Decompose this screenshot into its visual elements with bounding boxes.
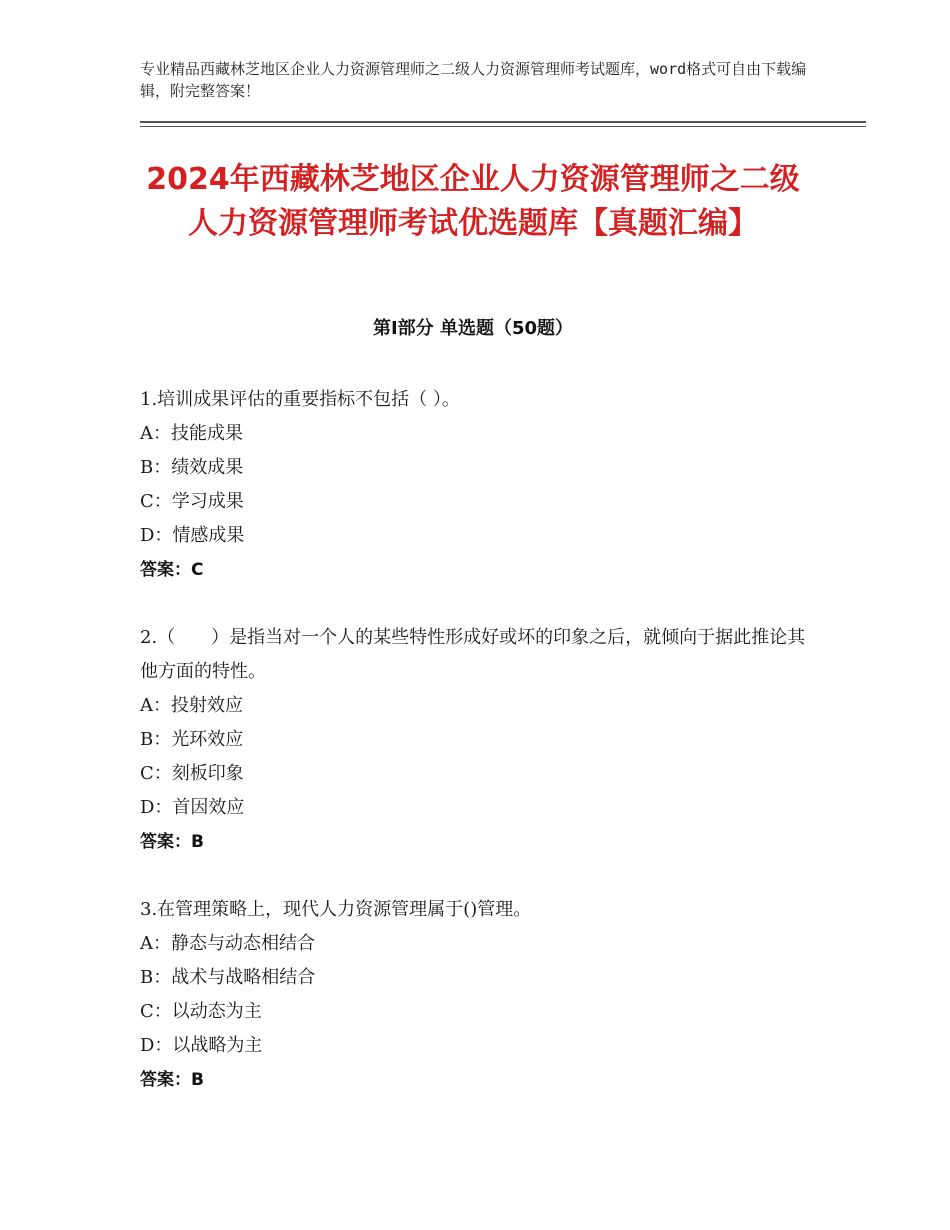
- option-b: B：绩效成果: [140, 457, 244, 478]
- question-stem: 3.在管理策略上，现代人力资源管理属于()管理。: [140, 899, 532, 920]
- question-list: [140, 383, 820, 1097]
- option-c: C：学习成果: [140, 491, 244, 512]
- answer-label: 答案：B: [140, 1070, 204, 1090]
- option-d: D：情感成果: [140, 525, 245, 546]
- header-note: 专业精品西藏林芝地区企业人力资源管理师之二级人力资源管理师考试题库，word格式可自由下载编辑，附完整答案！: [140, 60, 807, 100]
- document-title: 2024年西藏林芝地区企业人力资源管理师之二级人力资源管理师考试优选题库【真题汇编】: [146, 162, 800, 241]
- answer-label: 答案：B: [140, 832, 204, 852]
- option-a: A：投射效应: [140, 695, 243, 716]
- option-b: B：战术与战略相结合: [140, 967, 316, 988]
- header-divider-thin: [140, 126, 866, 127]
- question-1: [140, 383, 820, 587]
- question-spacer: [140, 587, 820, 621]
- option-d: D：以战略为主: [140, 1035, 263, 1056]
- option-b: B：光环效应: [140, 729, 244, 750]
- question-3: [140, 893, 820, 1097]
- option-c: C：刻板印象: [140, 763, 244, 784]
- question-stem: 1.培训成果评估的重要指标不包括（ ）。: [140, 389, 460, 410]
- option-a: A：技能成果: [140, 423, 243, 444]
- option-d: D：首因效应: [140, 797, 245, 818]
- section-title: 第Ⅰ部分 单选题（50题）: [372, 318, 573, 339]
- question-stem: 2.（ ）是指当对一个人的某些特性形成好或坏的印象之后，就倾向于据此推论其他方面的特性。: [140, 627, 806, 682]
- option-c: C：以动态为主: [140, 1001, 262, 1022]
- question-2: [140, 621, 820, 859]
- answer-label: 答案：C: [140, 560, 204, 580]
- header-divider-thick: [140, 121, 866, 123]
- option-a: A：静态与动态相结合: [140, 933, 315, 954]
- question-spacer: [140, 859, 820, 893]
